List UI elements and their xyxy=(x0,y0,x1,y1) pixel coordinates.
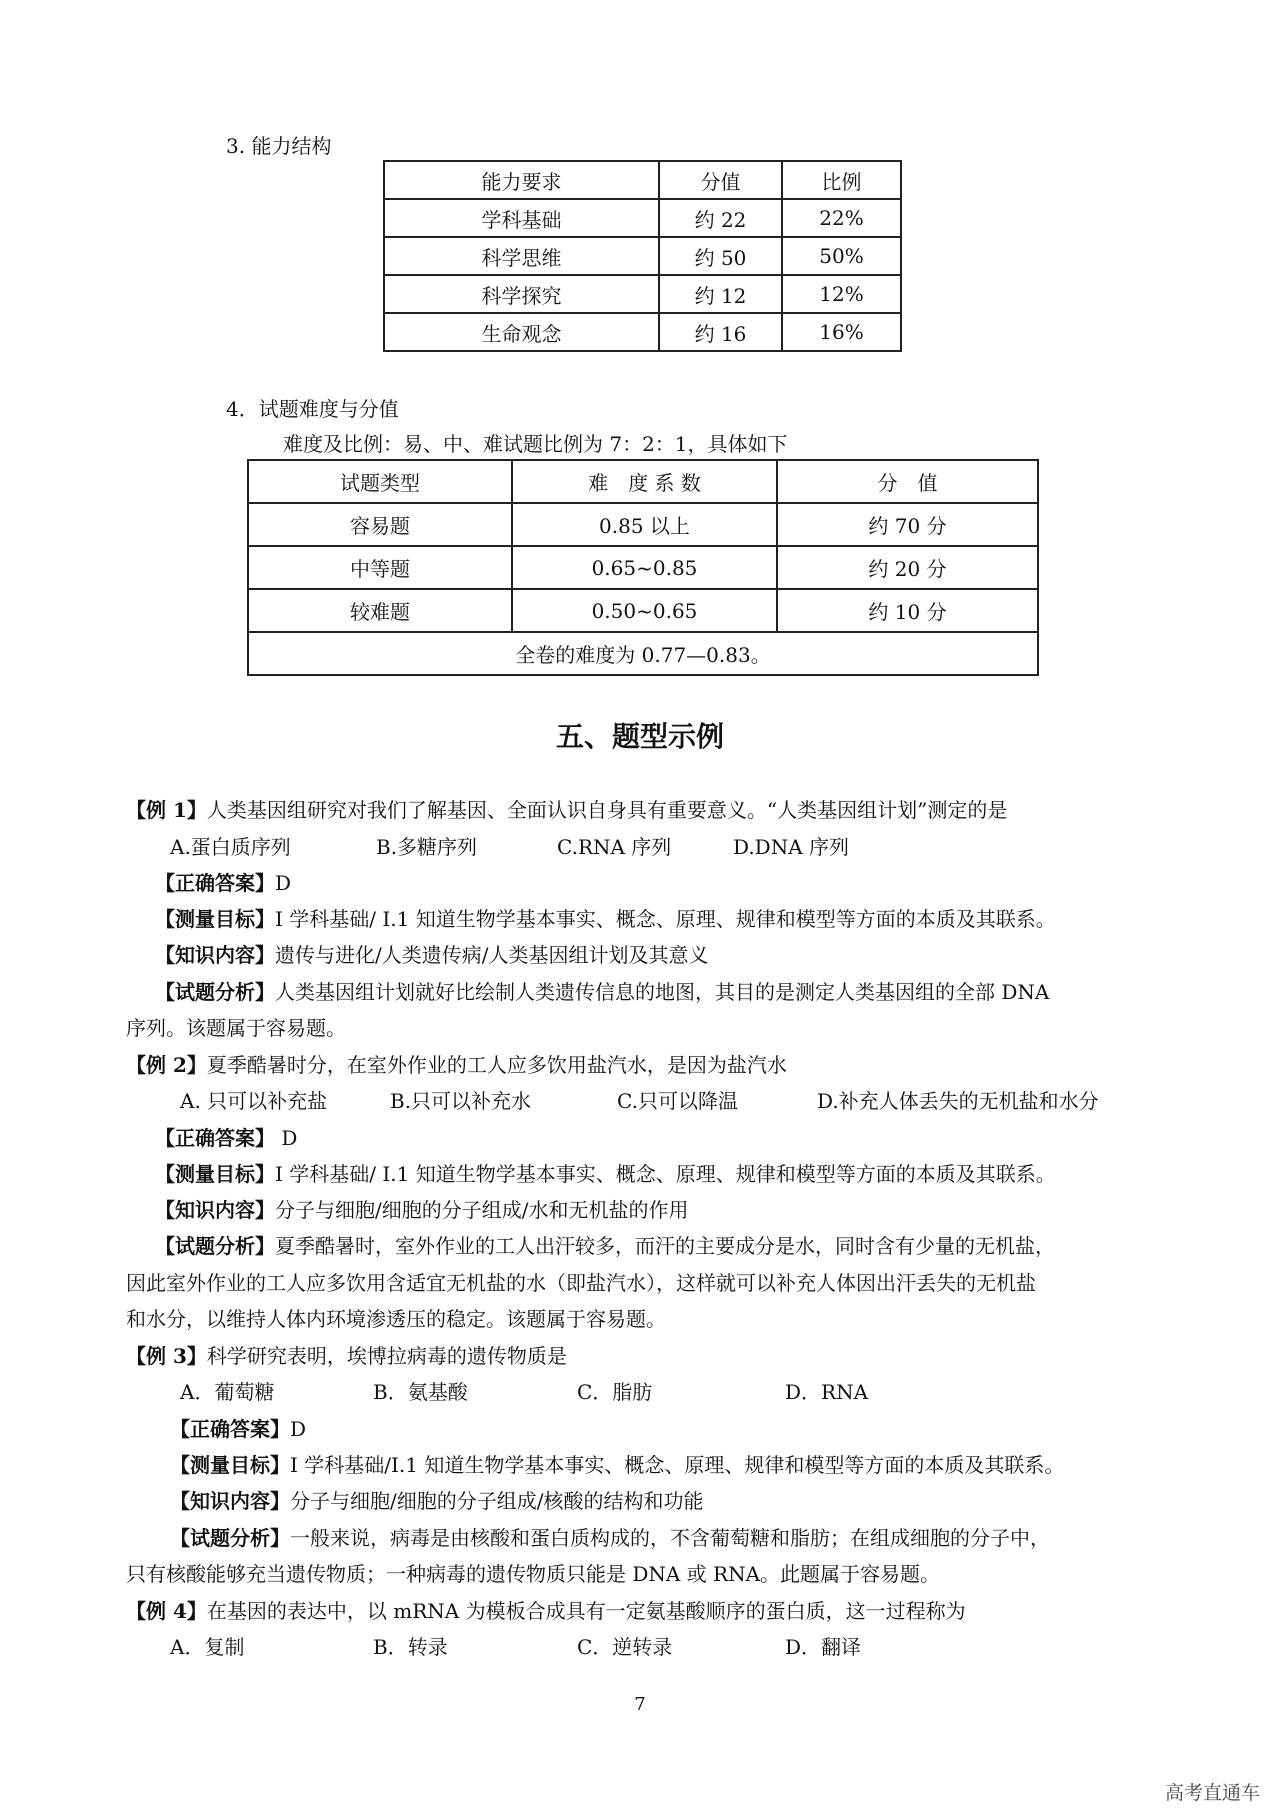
table-cell: 0.85 以上 xyxy=(512,503,777,546)
answer-tag: 【正确答案】 xyxy=(155,871,275,895)
target-text: I 学科基础/ I.1 知道生物学基本事实、概念、原理、规律和模型等方面的本质及其联系。 xyxy=(275,907,1056,931)
table-cell: 约 50 xyxy=(659,237,782,275)
analysis-text: 人类基因组计划就好比绘制人类遗传信息的地图，其目的是测定人类基因组的全部 DNA xyxy=(275,980,1050,1004)
table-row xyxy=(248,589,1038,632)
example-label: 【例 2】 xyxy=(126,1053,207,1077)
table-cell: 约 22 xyxy=(659,199,782,237)
option: D.DNA 序列 xyxy=(733,835,850,859)
table-footer-cell: 全卷的难度为 0.77—0.83。 xyxy=(248,632,1038,675)
table-header-row xyxy=(384,161,901,199)
table-cell: 22% xyxy=(782,199,901,237)
example-label: 【例 3】 xyxy=(126,1344,207,1368)
answer-line xyxy=(155,870,291,896)
difficulty-table xyxy=(247,459,1039,676)
header-cell: 比例 xyxy=(782,161,901,199)
knowledge-tag: 【知识内容】 xyxy=(155,1198,275,1222)
analysis-text: 因此室外作业的工人应多饮用含适宜无机盐的水（即盐汽水），这样就可以补充人体因出汗丢失的无机盐 xyxy=(126,1271,1036,1295)
table-cell: 容易题 xyxy=(248,503,512,546)
knowledge-line xyxy=(155,1197,688,1223)
option: C．逆转录 xyxy=(577,1635,673,1659)
example-1-question-line xyxy=(126,797,1007,823)
table-row xyxy=(384,275,901,313)
knowledge-text: 遗传与进化/人类遗传病/人类基因组计划及其意义 xyxy=(275,943,709,967)
example-3-question-line xyxy=(126,1343,567,1369)
analysis-tag: 【试题分析】 xyxy=(155,980,275,1004)
target-tag: 【测量目标】 xyxy=(155,1162,275,1186)
table-row xyxy=(384,313,901,351)
option: A.蛋白质序列 xyxy=(170,835,291,859)
analysis-tag: 【试题分析】 xyxy=(170,1526,290,1550)
table-cell: 约 70 分 xyxy=(777,503,1038,546)
example-question: 人类基因组研究对我们了解基因、全面认识自身具有重要意义。“人类基因组计划”测定的是 xyxy=(206,798,1008,822)
analysis-line xyxy=(155,1233,1055,1259)
table-cell: 较难题 xyxy=(248,589,512,632)
header-cell: 难 度 系 数 xyxy=(512,460,777,503)
table-cell: 0.50~0.65 xyxy=(512,589,777,632)
section4-intro: 难度及比例：易、中、难试题比例为 7：2：1，具体如下 xyxy=(283,432,788,456)
option: D．翻译 xyxy=(785,1635,862,1659)
option: C.RNA 序列 xyxy=(557,835,672,859)
option: B.多糖序列 xyxy=(376,835,478,859)
analysis-text: 只有核酸能够充当遗传物质；一种病毒的遗传物质只能是 DNA 或 RNA。此题属于容易题。 xyxy=(126,1562,941,1586)
table-cell: 约 20 分 xyxy=(777,546,1038,589)
header-cell: 能力要求 xyxy=(384,161,659,199)
table-header-row xyxy=(248,460,1038,503)
table-row xyxy=(384,237,901,275)
option: A. 只可以补充盐 xyxy=(180,1089,328,1113)
table-cell: 50% xyxy=(782,237,901,275)
table-cell: 科学探究 xyxy=(384,275,659,313)
knowledge-tag: 【知识内容】 xyxy=(170,1489,290,1513)
section-heading: 五、题型示例 xyxy=(555,720,724,753)
target-line xyxy=(155,1161,1056,1187)
table-cell: 学科基础 xyxy=(384,199,659,237)
option: A．葡萄糖 xyxy=(180,1380,275,1404)
example-question: 在基因的表达中，以 mRNA 为模板合成具有一定氨基酸顺序的蛋白质，这一过程称为 xyxy=(206,1599,966,1623)
answer-value: D xyxy=(290,1417,307,1441)
knowledge-line xyxy=(170,1488,703,1514)
target-text: I 学科基础/I.1 知道生物学基本事实、概念、原理、规律和模型等方面的本质及其联系。 xyxy=(290,1453,1065,1477)
table-cell: 12% xyxy=(782,275,901,313)
target-tag: 【测量目标】 xyxy=(170,1453,290,1477)
option: B．氨基酸 xyxy=(373,1380,468,1404)
analysis-line xyxy=(155,979,1049,1005)
example-2-question-line xyxy=(126,1052,787,1078)
analysis-text: 和水分，以维持人体内环境渗透压的稳定。该题属于容易题。 xyxy=(126,1307,666,1331)
option: D．RNA xyxy=(785,1380,869,1404)
table-cell: 16% xyxy=(782,313,901,351)
ability-structure-table xyxy=(383,160,902,352)
option: A．复制 xyxy=(170,1635,245,1659)
answer-line xyxy=(170,1416,306,1442)
answer-tag: 【正确答案】 xyxy=(155,1126,275,1150)
table-cell: 约 12 xyxy=(659,275,782,313)
option: B．转录 xyxy=(373,1635,448,1659)
table-cell: 0.65~0.85 xyxy=(512,546,777,589)
target-line xyxy=(155,906,1056,932)
option: B.只可以补充水 xyxy=(390,1089,532,1113)
answer-value: D xyxy=(275,1126,298,1150)
analysis-text: 序列。该题属于容易题。 xyxy=(126,1016,346,1040)
table-cell: 科学思维 xyxy=(384,237,659,275)
example-question: 夏季酷暑时分，在室外作业的工人应多饮用盐汽水，是因为盐汽水 xyxy=(206,1053,787,1077)
table-cell: 中等题 xyxy=(248,546,512,589)
example-question: 科学研究表明，埃博拉病毒的遗传物质是 xyxy=(206,1344,567,1368)
answer-line xyxy=(155,1125,297,1151)
analysis-tag: 【试题分析】 xyxy=(155,1234,275,1258)
table-cell: 约 10 分 xyxy=(777,589,1038,632)
table-row xyxy=(248,546,1038,589)
header-cell: 试题类型 xyxy=(248,460,512,503)
option: C．脂肪 xyxy=(577,1380,653,1404)
example-4-question-line xyxy=(126,1598,966,1624)
table-row xyxy=(384,199,901,237)
page-number: 7 xyxy=(634,1694,646,1715)
knowledge-text: 分子与细胞/细胞的分子组成/水和无机盐的作用 xyxy=(275,1198,689,1222)
table-cell: 约 16 xyxy=(659,313,782,351)
target-text: I 学科基础/ I.1 知道生物学基本事实、概念、原理、规律和模型等方面的本质及其联系。 xyxy=(275,1162,1056,1186)
target-line xyxy=(170,1452,1064,1478)
table-cell: 生命观念 xyxy=(384,313,659,351)
table-row xyxy=(248,503,1038,546)
option: C.只可以降温 xyxy=(617,1089,738,1113)
section4-title: 4．试题难度与分值 xyxy=(226,397,399,421)
knowledge-text: 分子与细胞/细胞的分子组成/核酸的结构和功能 xyxy=(290,1489,704,1513)
example-label: 【例 1】 xyxy=(126,798,207,822)
option: D.补充人体丢失的无机盐和水分 xyxy=(817,1089,1099,1113)
watermark: 高考直通车 xyxy=(1164,1782,1260,1804)
answer-tag: 【正确答案】 xyxy=(170,1417,290,1441)
analysis-text: 夏季酷暑时，室外作业的工人出汗较多，而汗的主要成分是水，同时含有少量的无机盐， xyxy=(275,1234,1055,1258)
analysis-line xyxy=(170,1525,1050,1551)
header-cell: 分 值 xyxy=(777,460,1038,503)
answer-value: D xyxy=(275,871,292,895)
target-tag: 【测量目标】 xyxy=(155,907,275,931)
example-label: 【例 4】 xyxy=(126,1599,207,1623)
section3-title: 3. 能力结构 xyxy=(226,134,332,158)
knowledge-tag: 【知识内容】 xyxy=(155,943,275,967)
knowledge-line xyxy=(155,942,708,968)
analysis-text: 一般来说，病毒是由核酸和蛋白质构成的，不含葡萄糖和脂肪；在组成细胞的分子中， xyxy=(290,1526,1050,1550)
table-footer-row xyxy=(248,632,1038,675)
header-cell: 分值 xyxy=(659,161,782,199)
